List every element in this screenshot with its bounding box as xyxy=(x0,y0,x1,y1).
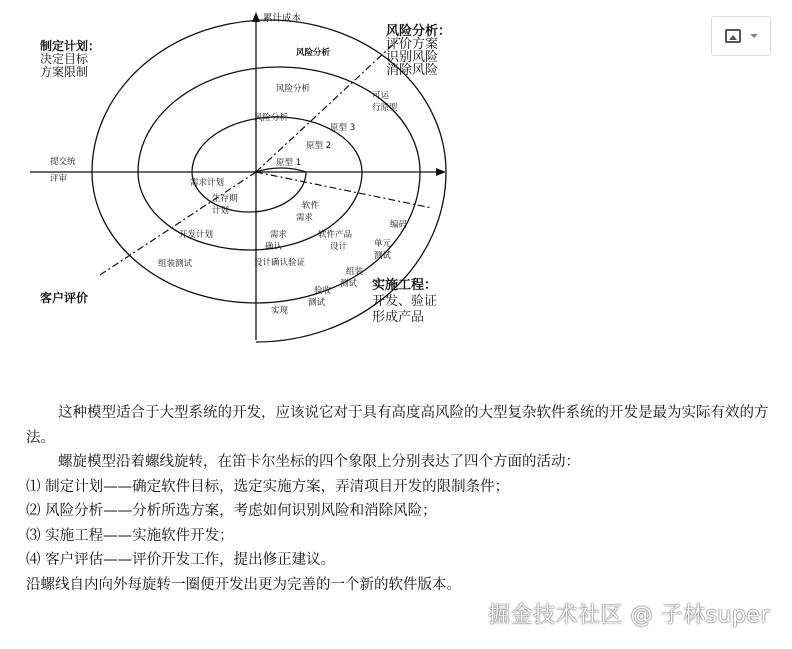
plan-quadrant-title: 制定计划： xyxy=(40,39,101,53)
label-req-plan: 需求计划 xyxy=(190,178,225,188)
engineering-quadrant-line-2: 形成产品 xyxy=(372,310,425,325)
engineering-quadrant-line-1: 开发、验证 xyxy=(372,294,438,309)
label-product-design-b: 设计 xyxy=(330,242,348,252)
divider-line-lower-right xyxy=(256,172,432,208)
label-sw-req-b: 需求 xyxy=(296,213,314,223)
label-runnable-b: 行原型 xyxy=(372,103,398,113)
label-runnable-a: 可运 xyxy=(372,91,390,101)
label-dev-plan: 开发计划 xyxy=(179,230,214,240)
label-risk-inner: 风险分析 xyxy=(254,113,289,123)
paragraph-conclusion: 沿螺线自内向外每旋转一圈便开发出更为完善的一个新的软件版本。 xyxy=(26,576,461,593)
image-icon xyxy=(725,29,741,43)
watermark: 掘金技术社区 @ 子林super xyxy=(488,603,770,628)
label-risk-outer: 风险分析 xyxy=(296,48,331,58)
label-lifecycle-b: 计划 xyxy=(212,206,230,216)
label-unit-test-b: 测试 xyxy=(374,251,392,261)
label-unit-test-a: 单元 xyxy=(374,239,392,249)
paragraph-intro: 这种模型适合于大型系统的开发，应该说它对于具有高度高风险的大型复杂软件系统的开发是最为实际有效的方法。 xyxy=(26,405,769,446)
list-item: ⑴ 制定计划——确定软件目标，选定实施方案，弄清项目开发的限制条件； xyxy=(26,478,510,495)
risk-quadrant-line-2: 识别风险 xyxy=(386,50,439,65)
label-acceptance-b: 测试 xyxy=(308,298,326,308)
label-acceptance-a: 验收 xyxy=(314,286,332,296)
label-implement: 实现 xyxy=(271,306,289,316)
label-proto3: 原型 3 xyxy=(330,123,356,133)
x-axis-arrow xyxy=(436,168,446,176)
label-req-confirm-b: 确认 xyxy=(265,242,283,252)
list-item: ⑵ 风险分析——分析所选方案，考虑如何识别风险和消除风险； xyxy=(26,503,437,519)
label-lifecycle-a: 生存期 xyxy=(212,194,238,204)
label-req-confirm-a: 需求 xyxy=(270,230,288,240)
label-design-verify: 设计确认验证 xyxy=(254,258,306,268)
list-item: ⑷ 客户评估——评价开发工作，提出修正建议。 xyxy=(26,552,336,568)
label-integration-test-a: 组装 xyxy=(346,267,364,277)
article-text xyxy=(26,401,776,597)
label-sw-req-a: 软件 xyxy=(302,201,320,211)
list-item: ⑶ 实施工程——实施软件开发； xyxy=(26,527,234,544)
risk-quadrant-line-3: 消除风险 xyxy=(386,63,439,78)
y-axis-label: 累计成本 xyxy=(263,13,302,24)
label-integration-test-left: 组装测试 xyxy=(158,259,193,269)
label-proto1: 原型 1 xyxy=(276,158,302,168)
image-options-button[interactable] xyxy=(711,16,771,56)
plan-quadrant-line-1: 决定目标 xyxy=(40,52,89,66)
paragraph-quadrants: 螺旋模型沿着螺线旋转，在笛卡尔坐标的四个象限上分别表达了四个方面的活动： xyxy=(58,454,580,470)
risk-quadrant-title: 风险分析： xyxy=(386,24,452,39)
label-risk-mid: 风险分析 xyxy=(276,84,311,94)
chevron-down-icon xyxy=(750,34,758,38)
label-review-b: 评审 xyxy=(50,174,68,184)
customer-quadrant-title: 客户评价 xyxy=(40,291,89,305)
risk-quadrant-line-1: 评价方案 xyxy=(386,37,439,52)
engineering-quadrant-title: 实施工程： xyxy=(372,278,438,293)
label-product-design-a: 软件产品 xyxy=(318,230,353,240)
label-coding: 编码 xyxy=(390,220,408,230)
label-integration-test-b: 测试 xyxy=(340,279,358,289)
label-proto2: 原型 2 xyxy=(306,141,332,151)
plan-quadrant-line-2: 方案限制 xyxy=(40,65,89,79)
label-review-a: 提交统 xyxy=(50,157,76,167)
